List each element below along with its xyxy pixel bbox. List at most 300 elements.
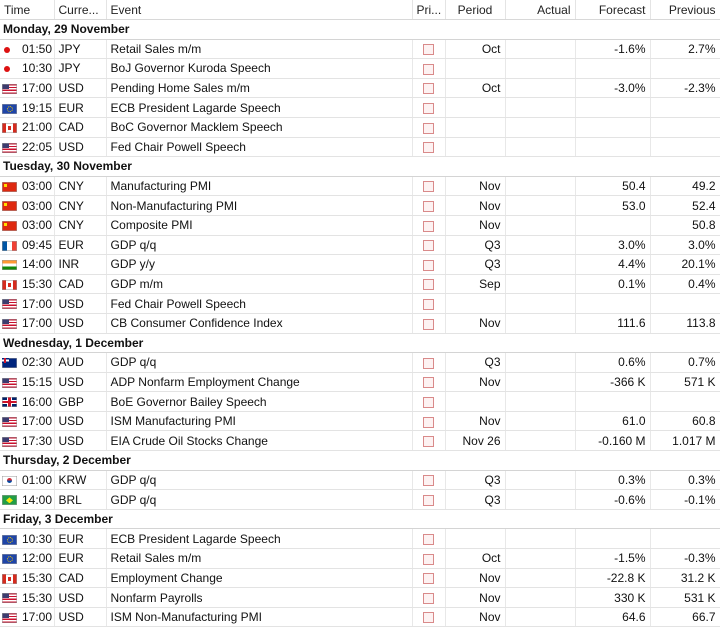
event-forecast: [575, 59, 650, 79]
event-name: Retail Sales m/m: [106, 549, 412, 569]
event-row[interactable]: [0, 470, 720, 490]
priority-checkbox[interactable]: [423, 397, 434, 408]
event-previous: 50.8: [650, 215, 720, 235]
event-previous: 52.4: [650, 196, 720, 216]
event-actual: [505, 294, 575, 314]
event-row[interactable]: [0, 372, 720, 392]
event-period: Nov: [445, 588, 505, 608]
event-actual: [505, 235, 575, 255]
flag-cell: [0, 568, 18, 588]
event-name: BoC Governor Macklem Speech: [106, 117, 412, 137]
column-header-previous[interactable]: Previous: [650, 0, 720, 20]
event-forecast: 61.0: [575, 411, 650, 431]
event-period: [445, 392, 505, 412]
eu-flag-icon: [2, 554, 17, 564]
event-forecast: 0.3%: [575, 470, 650, 490]
event-previous: 0.7%: [650, 353, 720, 373]
event-time: 14:00: [18, 490, 54, 510]
eu-flag-icon: [2, 104, 17, 114]
event-name: ADP Nonfarm Employment Change: [106, 372, 412, 392]
event-time: 15:30: [18, 274, 54, 294]
event-period: Nov: [445, 196, 505, 216]
event-time: 17:00: [18, 607, 54, 627]
day-header-row: [0, 509, 720, 529]
event-forecast: -366 K: [575, 372, 650, 392]
event-currency: CNY: [54, 196, 106, 216]
china-flag-icon: [2, 221, 17, 231]
event-name: Pending Home Sales m/m: [106, 78, 412, 98]
event-currency: CNY: [54, 176, 106, 196]
event-time: 17:00: [18, 294, 54, 314]
event-row[interactable]: [0, 568, 720, 588]
event-row[interactable]: [0, 431, 720, 451]
event-actual: [505, 568, 575, 588]
event-period: Q3: [445, 353, 505, 373]
japan-flag-icon: [2, 64, 12, 74]
event-name: BoJ Governor Kuroda Speech: [106, 59, 412, 79]
event-time: 17:00: [18, 78, 54, 98]
priority-cell: [412, 137, 445, 157]
event-period: Q3: [445, 490, 505, 510]
priority-checkbox[interactable]: [423, 319, 434, 330]
event-currency: JPY: [54, 39, 106, 59]
event-previous: 0.4%: [650, 274, 720, 294]
event-time: 22:05: [18, 137, 54, 157]
event-row[interactable]: [0, 353, 720, 373]
event-currency: USD: [54, 607, 106, 627]
event-currency: USD: [54, 588, 106, 608]
event-currency: USD: [54, 78, 106, 98]
event-previous: 2.7%: [650, 39, 720, 59]
day-header: Friday, 3 December: [0, 509, 720, 529]
event-actual: [505, 78, 575, 98]
flag-cell: [0, 235, 18, 255]
event-previous: [650, 294, 720, 314]
priority-checkbox[interactable]: [423, 358, 434, 369]
event-time: 17:00: [18, 411, 54, 431]
event-time: 17:30: [18, 431, 54, 451]
event-time: 15:30: [18, 588, 54, 608]
event-row[interactable]: [0, 411, 720, 431]
event-actual: [505, 274, 575, 294]
event-previous: [650, 529, 720, 549]
day-header-row: [0, 451, 720, 471]
flag-cell: [0, 588, 18, 608]
priority-cell: [412, 607, 445, 627]
event-time: 02:30: [18, 353, 54, 373]
event-forecast: [575, 294, 650, 314]
priority-cell: [412, 490, 445, 510]
australia-flag-icon: [2, 358, 17, 368]
event-period: [445, 98, 505, 118]
event-forecast: [575, 98, 650, 118]
event-period: Nov: [445, 215, 505, 235]
event-forecast: [575, 529, 650, 549]
event-currency: USD: [54, 372, 106, 392]
event-row[interactable]: [0, 137, 720, 157]
event-previous: 1.017 M: [650, 431, 720, 451]
priority-checkbox[interactable]: [423, 103, 434, 114]
priority-checkbox[interactable]: [423, 64, 434, 75]
event-actual: [505, 529, 575, 549]
event-period: [445, 529, 505, 549]
priority-checkbox[interactable]: [423, 201, 434, 212]
event-previous: 571 K: [650, 372, 720, 392]
event-period: [445, 59, 505, 79]
event-currency: EUR: [54, 98, 106, 118]
event-name: GDP q/q: [106, 470, 412, 490]
event-currency: EUR: [54, 529, 106, 549]
event-row[interactable]: [0, 549, 720, 569]
event-time: 14:00: [18, 255, 54, 275]
priority-cell: [412, 372, 445, 392]
event-forecast: 64.6: [575, 607, 650, 627]
event-row[interactable]: [0, 78, 720, 98]
event-forecast: [575, 215, 650, 235]
japan-flag-icon: [2, 45, 12, 55]
event-period: Nov: [445, 372, 505, 392]
event-period: Nov: [445, 176, 505, 196]
column-header-forecast[interactable]: Forecast: [575, 0, 650, 20]
event-actual: [505, 176, 575, 196]
priority-cell: [412, 549, 445, 569]
flag-cell: [0, 529, 18, 549]
priority-checkbox[interactable]: [423, 475, 434, 486]
event-period: Q3: [445, 235, 505, 255]
flag-cell: [0, 59, 18, 79]
event-previous: [650, 137, 720, 157]
flag-cell: [0, 470, 18, 490]
priority-checkbox[interactable]: [423, 377, 434, 388]
event-row[interactable]: [0, 588, 720, 608]
event-period: Q3: [445, 255, 505, 275]
column-header-priority[interactable]: Pri...: [412, 0, 445, 20]
flag-cell: [0, 294, 18, 314]
event-forecast: 330 K: [575, 588, 650, 608]
event-actual: [505, 137, 575, 157]
event-name: GDP q/q: [106, 353, 412, 373]
event-currency: USD: [54, 411, 106, 431]
event-row[interactable]: [0, 39, 720, 59]
event-currency: JPY: [54, 59, 106, 79]
usa-flag-icon: [2, 593, 17, 603]
priority-cell: [412, 196, 445, 216]
flag-cell: [0, 215, 18, 235]
event-time: 12:00: [18, 549, 54, 569]
event-period: [445, 117, 505, 137]
event-forecast: -0.160 M: [575, 431, 650, 451]
event-currency: INR: [54, 255, 106, 275]
event-currency: CAD: [54, 274, 106, 294]
event-forecast: -0.6%: [575, 490, 650, 510]
day-header-row: [0, 20, 720, 40]
event-previous: -2.3%: [650, 78, 720, 98]
event-actual: [505, 353, 575, 373]
event-name: GDP q/q: [106, 235, 412, 255]
event-row[interactable]: [0, 529, 720, 549]
france-flag-icon: [2, 241, 17, 251]
flag-cell: [0, 490, 18, 510]
event-time: 03:00: [18, 176, 54, 196]
event-time: 03:00: [18, 196, 54, 216]
usa-flag-icon: [2, 299, 17, 309]
event-forecast: 111.6: [575, 313, 650, 333]
priority-cell: [412, 353, 445, 373]
event-row[interactable]: [0, 196, 720, 216]
priority-checkbox[interactable]: [423, 612, 434, 623]
flag-cell: [0, 607, 18, 627]
usa-flag-icon: [2, 378, 17, 388]
event-period: Q3: [445, 470, 505, 490]
event-name: Manufacturing PMI: [106, 176, 412, 196]
event-name: Non-Manufacturing PMI: [106, 196, 412, 216]
priority-cell: [412, 98, 445, 118]
event-time: 16:00: [18, 392, 54, 412]
flag-cell: [0, 137, 18, 157]
event-previous: -0.3%: [650, 549, 720, 569]
flag-cell: [0, 431, 18, 451]
priority-cell: [412, 39, 445, 59]
event-previous: 3.0%: [650, 235, 720, 255]
event-time: 01:00: [18, 470, 54, 490]
china-flag-icon: [2, 182, 17, 192]
priority-checkbox[interactable]: [423, 181, 434, 192]
event-previous: 60.8: [650, 411, 720, 431]
event-forecast: 4.4%: [575, 255, 650, 275]
event-actual: [505, 117, 575, 137]
flag-cell: [0, 313, 18, 333]
event-currency: AUD: [54, 353, 106, 373]
event-name: Fed Chair Powell Speech: [106, 137, 412, 157]
flag-cell: [0, 78, 18, 98]
usa-flag-icon: [2, 143, 17, 153]
event-row[interactable]: [0, 392, 720, 412]
priority-cell: [412, 392, 445, 412]
event-time: 15:15: [18, 372, 54, 392]
event-actual: [505, 392, 575, 412]
event-row[interactable]: [0, 176, 720, 196]
event-time: 15:30: [18, 568, 54, 588]
priority-cell: [412, 294, 445, 314]
event-currency: USD: [54, 313, 106, 333]
event-currency: KRW: [54, 470, 106, 490]
event-forecast: 0.6%: [575, 353, 650, 373]
event-time: 09:45: [18, 235, 54, 255]
event-actual: [505, 39, 575, 59]
flag-cell: [0, 117, 18, 137]
column-header-actual[interactable]: Actual: [505, 0, 575, 20]
flag-cell: [0, 196, 18, 216]
event-row[interactable]: [0, 490, 720, 510]
priority-checkbox[interactable]: [423, 221, 434, 232]
day-header: Tuesday, 30 November: [0, 157, 720, 177]
event-actual: [505, 313, 575, 333]
event-name: Composite PMI: [106, 215, 412, 235]
priority-cell: [412, 255, 445, 275]
event-name: ISM Non-Manufacturing PMI: [106, 607, 412, 627]
event-period: [445, 294, 505, 314]
event-actual: [505, 549, 575, 569]
event-name: ECB President Lagarde Speech: [106, 98, 412, 118]
event-period: Oct: [445, 39, 505, 59]
day-header-row: [0, 333, 720, 353]
column-header-row: [0, 0, 720, 20]
event-actual: [505, 431, 575, 451]
flag-cell: [0, 411, 18, 431]
uk-flag-icon: [2, 397, 17, 407]
priority-checkbox[interactable]: [423, 44, 434, 55]
priority-cell: [412, 431, 445, 451]
calendar-body: [0, 20, 720, 627]
priority-cell: [412, 529, 445, 549]
event-currency: CAD: [54, 117, 106, 137]
event-forecast: -1.6%: [575, 39, 650, 59]
day-header: Thursday, 2 December: [0, 451, 720, 471]
flag-cell: [0, 353, 18, 373]
event-currency: EUR: [54, 235, 106, 255]
priority-cell: [412, 588, 445, 608]
event-period: Nov: [445, 607, 505, 627]
usa-flag-icon: [2, 319, 17, 329]
event-currency: CAD: [54, 568, 106, 588]
priority-cell: [412, 215, 445, 235]
priority-checkbox[interactable]: [423, 593, 434, 604]
event-actual: [505, 255, 575, 275]
column-header-period[interactable]: Period: [445, 0, 505, 20]
event-previous: 20.1%: [650, 255, 720, 275]
priority-checkbox[interactable]: [423, 279, 434, 290]
event-previous: -0.1%: [650, 490, 720, 510]
event-forecast: [575, 137, 650, 157]
event-forecast: 3.0%: [575, 235, 650, 255]
event-currency: CNY: [54, 215, 106, 235]
event-forecast: -22.8 K: [575, 568, 650, 588]
priority-cell: [412, 470, 445, 490]
priority-checkbox[interactable]: [423, 554, 434, 565]
event-name: GDP m/m: [106, 274, 412, 294]
india-flag-icon: [2, 260, 17, 270]
event-row[interactable]: [0, 294, 720, 314]
event-period: Nov: [445, 568, 505, 588]
column-header-event[interactable]: Event: [106, 0, 412, 20]
column-header-time[interactable]: Time: [0, 0, 54, 20]
event-currency: EUR: [54, 549, 106, 569]
china-flag-icon: [2, 201, 17, 211]
priority-checkbox[interactable]: [423, 495, 434, 506]
column-header-currency[interactable]: Curre...: [54, 0, 106, 20]
flag-cell: [0, 39, 18, 59]
event-time: 21:00: [18, 117, 54, 137]
event-previous: 31.2 K: [650, 568, 720, 588]
event-currency: USD: [54, 431, 106, 451]
event-name: CB Consumer Confidence Index: [106, 313, 412, 333]
priority-cell: [412, 117, 445, 137]
flag-cell: [0, 372, 18, 392]
event-name: Nonfarm Payrolls: [106, 588, 412, 608]
priority-checkbox[interactable]: [423, 534, 434, 545]
event-forecast: [575, 117, 650, 137]
event-name: Retail Sales m/m: [106, 39, 412, 59]
day-header: Wednesday, 1 December: [0, 333, 720, 353]
priority-checkbox[interactable]: [423, 417, 434, 428]
flag-cell: [0, 392, 18, 412]
event-name: GDP q/q: [106, 490, 412, 510]
event-time: 10:30: [18, 59, 54, 79]
event-time: 03:00: [18, 215, 54, 235]
event-currency: USD: [54, 137, 106, 157]
event-row[interactable]: [0, 59, 720, 79]
flag-cell: [0, 549, 18, 569]
brazil-flag-icon: [2, 495, 17, 505]
south-korea-flag-icon: [2, 476, 17, 486]
priority-cell: [412, 411, 445, 431]
flag-cell: [0, 274, 18, 294]
event-time: 10:30: [18, 529, 54, 549]
flag-cell: [0, 98, 18, 118]
priority-checkbox[interactable]: [423, 123, 434, 134]
priority-cell: [412, 274, 445, 294]
event-time: 17:00: [18, 313, 54, 333]
event-currency: BRL: [54, 490, 106, 510]
event-currency: GBP: [54, 392, 106, 412]
flag-cell: [0, 176, 18, 196]
priority-cell: [412, 568, 445, 588]
event-forecast: -3.0%: [575, 78, 650, 98]
event-period: Nov: [445, 411, 505, 431]
event-row[interactable]: [0, 117, 720, 137]
priority-checkbox[interactable]: [423, 260, 434, 271]
event-forecast: 0.1%: [575, 274, 650, 294]
priority-checkbox[interactable]: [423, 436, 434, 447]
usa-flag-icon: [2, 613, 17, 623]
event-row[interactable]: [0, 313, 720, 333]
flag-cell: [0, 255, 18, 275]
event-forecast: -1.5%: [575, 549, 650, 569]
event-period: Oct: [445, 549, 505, 569]
event-name: EIA Crude Oil Stocks Change: [106, 431, 412, 451]
event-name: GDP y/y: [106, 255, 412, 275]
event-forecast: 50.4: [575, 176, 650, 196]
event-row[interactable]: [0, 235, 720, 255]
event-previous: 531 K: [650, 588, 720, 608]
event-row[interactable]: [0, 255, 720, 275]
event-previous: [650, 392, 720, 412]
event-actual: [505, 196, 575, 216]
priority-checkbox[interactable]: [423, 142, 434, 153]
event-previous: [650, 98, 720, 118]
event-actual: [505, 470, 575, 490]
event-time: 01:50: [18, 39, 54, 59]
event-forecast: [575, 392, 650, 412]
event-actual: [505, 59, 575, 79]
event-period: Oct: [445, 78, 505, 98]
priority-checkbox[interactable]: [423, 299, 434, 310]
event-name: ISM Manufacturing PMI: [106, 411, 412, 431]
priority-checkbox[interactable]: [423, 573, 434, 584]
eu-flag-icon: [2, 535, 17, 545]
priority-checkbox[interactable]: [423, 240, 434, 251]
usa-flag-icon: [2, 84, 17, 94]
event-period: [445, 137, 505, 157]
priority-checkbox[interactable]: [423, 83, 434, 94]
priority-cell: [412, 313, 445, 333]
event-row[interactable]: [0, 215, 720, 235]
event-previous: 0.3%: [650, 470, 720, 490]
event-row[interactable]: [0, 98, 720, 118]
event-row[interactable]: [0, 607, 720, 627]
event-row[interactable]: [0, 274, 720, 294]
event-actual: [505, 490, 575, 510]
